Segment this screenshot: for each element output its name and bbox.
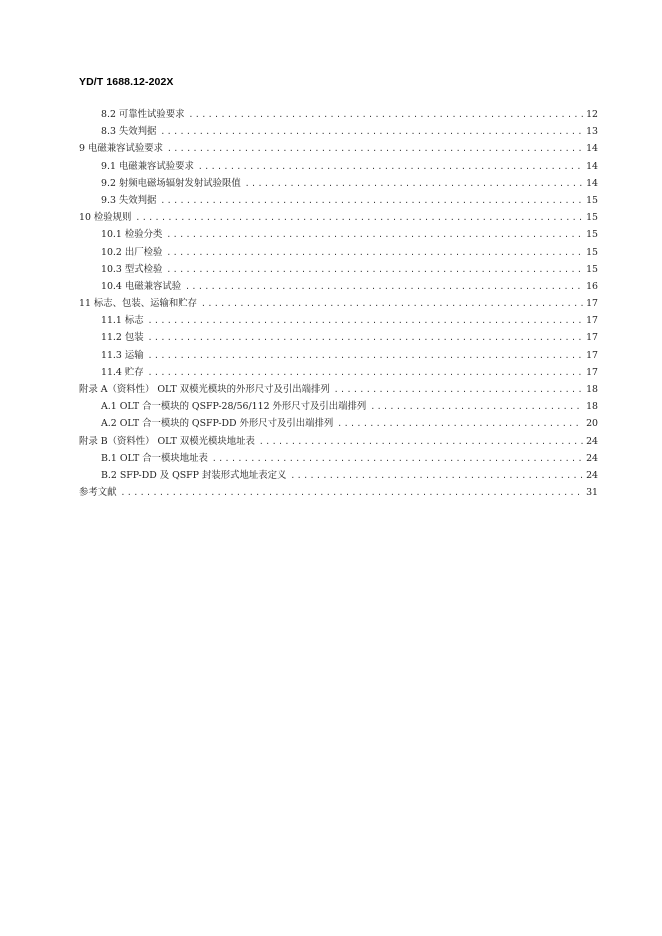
toc-entry[interactable] [79,467,598,484]
toc-entry-title: 附录 B（资料性） OLT 双模光模块地址表 [79,435,255,447]
toc-entry-page-number: 15 [586,246,598,258]
toc-leader-dots [160,127,583,136]
toc-entry[interactable] [79,347,598,364]
toc-entry-page-number: 15 [586,229,598,241]
toc-entry-title: 8.2 可靠性试验要求 [101,109,185,120]
toc-leader-dots [148,351,583,360]
toc-entry[interactable] [79,106,598,123]
toc-entry-title: B.1 OLT 合一模块地址表 [101,452,208,464]
toc-leader-dots [259,437,583,446]
toc-entry-page-number: 31 [586,487,598,499]
toc-entry[interactable] [79,158,598,175]
toc-entry[interactable] [79,175,598,192]
toc-entry[interactable] [79,433,598,450]
toc-leader-dots [185,282,583,291]
toc-entry-page-number: 17 [586,332,598,344]
toc-entry-title: 参考文献 [79,487,117,499]
toc-entry[interactable] [79,450,598,467]
toc-entry[interactable] [79,123,598,140]
toc-entry[interactable] [79,484,598,501]
toc-leader-dots [198,162,583,171]
toc-entry-title: 10.3 型式检验 [101,263,163,275]
document-id-header: YD/T 1688.12-202X [79,76,174,88]
toc-entry[interactable] [79,140,598,157]
toc-entry-title: A.2 OLT 合一模块的 QSFP-DD 外形尺寸及引出端排列 [101,418,334,430]
toc-leader-dots [160,196,583,205]
toc-entry-title: 8.3 失效判据 [101,126,157,138]
toc-entry-page-number: 14 [586,143,598,155]
toc-entry[interactable] [79,244,598,261]
toc-leader-dots [121,488,584,497]
toc-leader-dots [167,144,583,153]
toc-leader-dots [370,402,583,411]
toc-entry-title: 9 电磁兼容试验要求 [79,143,163,155]
toc-entry-title: 10.1 检验分类 [101,229,163,241]
toc-entry-title: 10 检验规则 [79,212,132,224]
toc-entry-page-number: 14 [586,177,598,189]
toc-entry-page-number: 17 [586,298,598,310]
toc-leader-dots [148,316,583,325]
toc-entry[interactable] [79,278,598,295]
toc-leader-dots [148,333,583,342]
toc-entry[interactable] [79,415,598,432]
toc-entry[interactable] [79,261,598,278]
toc-leader-dots [166,230,583,239]
toc-entry[interactable] [79,329,598,346]
table-of-contents [79,106,598,501]
toc-entry-page-number: 15 [586,263,598,275]
toc-entry[interactable] [79,312,598,329]
toc-entry-title: 9.3 失效判据 [101,194,157,206]
toc-leader-dots [290,471,583,480]
toc-entry-page-number: 14 [586,160,598,172]
toc-entry-title: 附录 A（资料性） OLT 双模光模块的外形尺寸及引出端排列 [79,384,330,395]
toc-entry-page-number: 13 [586,126,598,138]
toc-entry-page-number: 24 [586,452,598,464]
toc-entry[interactable] [79,364,598,381]
toc-entry-page-number: 16 [586,280,598,292]
toc-entry-page-number: 18 [586,401,598,413]
toc-entry-page-number: 24 [586,469,598,481]
toc-entry[interactable] [79,192,598,209]
toc-entry-title: 11.4 贮存 [101,366,144,378]
toc-entry-title: 11.2 包装 [101,332,144,344]
toc-entry-title: 10.2 出厂检验 [101,246,163,258]
toc-entry[interactable] [79,295,598,312]
toc-leader-dots [189,110,584,119]
toc-entry-page-number: 17 [586,349,598,361]
toc-entry-title: 11.3 运输 [101,349,144,361]
toc-entry-page-number: 15 [586,212,598,224]
toc-entry-page-number: 12 [586,109,598,120]
toc-entry[interactable] [79,226,598,243]
toc-entry-page-number: 20 [586,418,598,430]
toc-entry-title: 11 标志、包装、运输和贮存 [79,298,198,310]
toc-leader-dots [166,265,583,274]
toc-entry-page-number: 24 [586,435,598,447]
toc-leader-dots [212,454,583,463]
toc-entry[interactable] [79,398,598,415]
toc-entry[interactable] [79,209,598,226]
toc-entry-title: 9.1 电磁兼容试验要求 [101,160,194,172]
toc-entry-title: 11.1 标志 [101,315,144,327]
toc-entry-title: A.1 OLT 合一模块的 QSFP-28/56/112 外形尺寸及引出端排列 [101,401,367,413]
toc-entry-title: 9.2 射频电磁场辐射发射试验限值 [101,177,241,189]
toc-leader-dots [201,299,583,308]
toc-entry[interactable] [79,381,598,398]
toc-entry-title: 10.4 电磁兼容试验 [101,280,182,292]
toc-leader-dots [337,419,583,428]
toc-entry-page-number: 17 [586,315,598,327]
toc-leader-dots [245,179,583,188]
toc-entry-page-number: 18 [586,384,598,395]
toc-entry-page-number: 15 [586,194,598,206]
toc-leader-dots [334,385,583,394]
toc-entry-page-number: 17 [586,366,598,378]
toc-entry-title: B.2 SFP-DD 及 QSFP 封装形式地址表定义 [101,469,287,481]
toc-leader-dots [166,248,583,257]
toc-leader-dots [135,213,583,222]
toc-leader-dots [148,368,583,377]
